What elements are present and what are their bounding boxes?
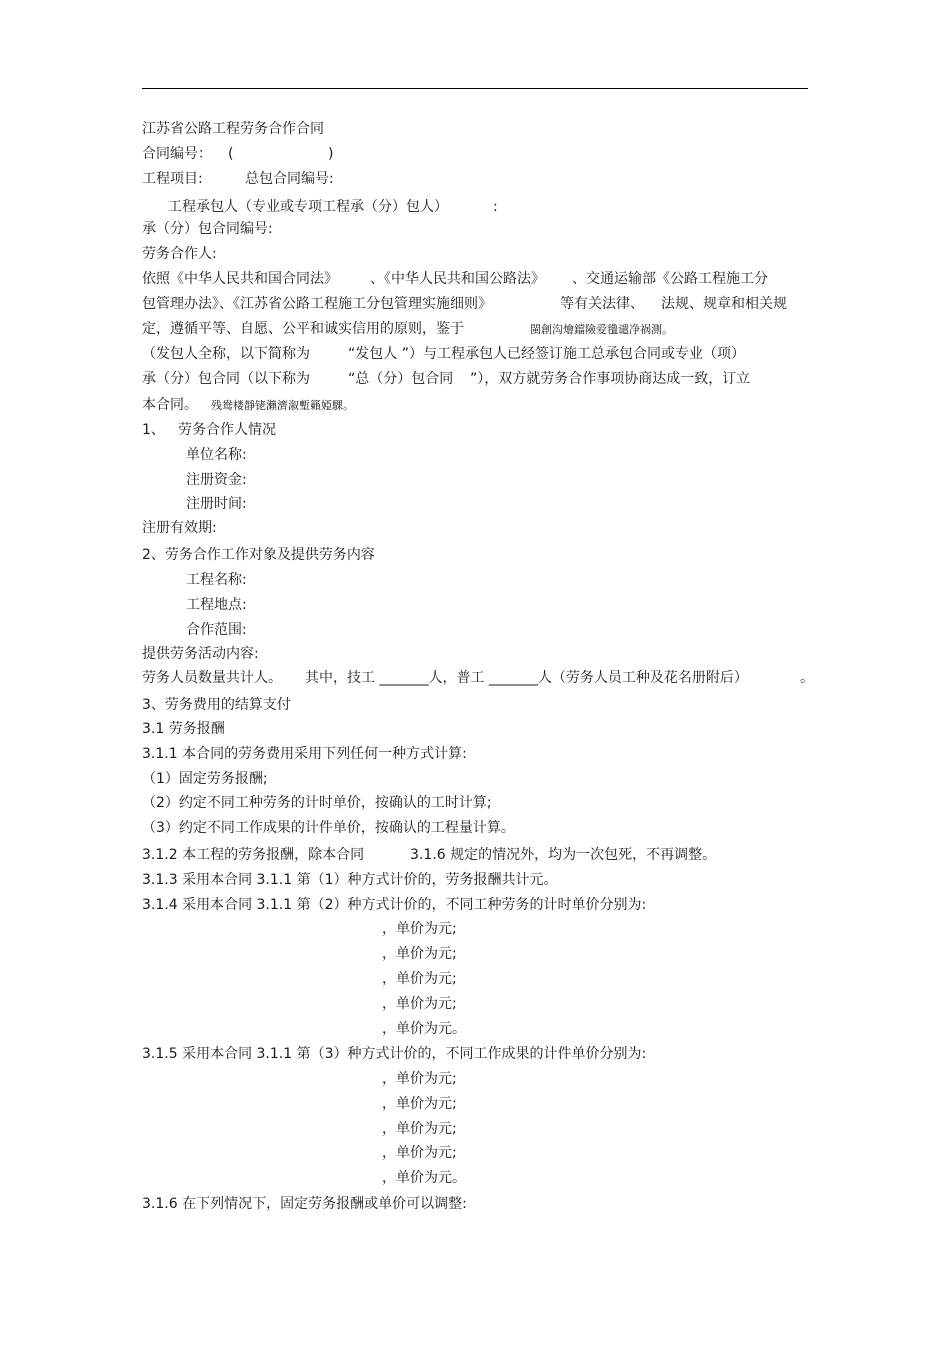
registered-capital-label: 注册资金: <box>186 472 247 488</box>
staff-count-line: 劳务人员数量共计人。 <box>142 670 282 686</box>
section-3-title: 3、劳务费用的结算支付 <box>142 697 291 713</box>
unit-price-item: ，单价为元; <box>382 1096 457 1112</box>
option-item: （1）固定劳务报酬; <box>142 771 268 787</box>
preamble-line: “发包人 ”）与工程承包人已经签订施工总承包合同或专业（项） <box>348 346 745 362</box>
registration-validity-label: 注册有效期: <box>142 520 217 536</box>
cooperation-scope-label: 合作范围: <box>186 622 247 638</box>
labor-partner-label: 劳务合作人: <box>142 246 217 262</box>
contractor-colon: : <box>493 199 498 215</box>
preamble-line: 、《中华人民共和国公路法》 <box>370 271 545 287</box>
preamble-line: 包管理办法》、《江苏省公路工程施工分包管理实施细则》 <box>142 296 492 312</box>
clause-3-1-6: 3.1.6 在下列情况下，固定劳务报酬或单价可以调整: <box>142 1196 467 1212</box>
sub-contract-no-label: 承（分）包合同编号: <box>142 221 273 237</box>
preamble-line: （发包人全称，以下简称为 <box>142 346 310 362</box>
section-1-number: 1、 <box>142 422 165 438</box>
unit-price-item: ，单价为元; <box>382 921 457 937</box>
clause-3-1-2: 3.1.6 规定的情况外，均为一次包死，不再调整。 <box>410 847 717 863</box>
unit-price-item: ，单价为元。 <box>382 1021 466 1037</box>
unit-price-item: ，单价为元; <box>382 1121 457 1137</box>
document-title: 江苏省公路工程劳务合作合同 <box>142 121 324 137</box>
labor-activity-label: 提供劳务活动内容: <box>142 646 259 662</box>
main-contract-no-label: 总包合同编号: <box>245 171 334 187</box>
clause-3-1-2: 3.1.2 本工程的劳务报酬，除本合同 <box>142 847 365 863</box>
clause-3-1-3: 3.1.3 采用本合同 3.1.1 第（1）种方式计价的，劳务报酬共计元。 <box>142 872 558 888</box>
header-rule <box>142 88 808 89</box>
garbled-text: 残鸯楼靜铑瀨濟溆塹籟婭騍。 <box>211 399 354 412</box>
preamble-line: 定，遵循平等、自愿、公平和诚实信用的原则，鉴于 <box>142 321 464 337</box>
option-item: （2）约定不同工种劳务的计时单价，按确认的工时计算; <box>142 795 492 811</box>
preamble-line: 本合同。 <box>142 397 198 413</box>
staff-count-line: 其中，技工 _______人，普工 _______人（劳务人员工种及花名册附后） <box>305 670 748 686</box>
clause-3-1-5: 3.1.5 采用本合同 3.1.1 第（3）种方式计价的，不同工作成果的计件单价分别为: <box>142 1046 647 1062</box>
section-2-title: 2、劳务合作工作对象及提供劳务内容 <box>142 547 375 563</box>
contract-no-label: 合同编号： <box>142 146 212 162</box>
clause-3-1: 3.1 劳务报酬 <box>142 721 225 737</box>
project-label: 工程项目: <box>142 171 203 187</box>
unit-price-item: ，单价为元。 <box>382 1170 466 1186</box>
unit-name-label: 单位名称: <box>186 447 247 463</box>
unit-price-item: ，单价为元; <box>382 996 457 1012</box>
contract-no-close-paren: ) <box>328 146 334 162</box>
preamble-line: “总（分）包合同 <box>348 371 454 387</box>
garbled-text: 閩創沟燴鐺險爱氇谴净祸測。 <box>530 323 673 336</box>
registration-date-label: 注册时间: <box>186 496 247 512</box>
staff-count-line: 。 <box>800 670 814 686</box>
preamble-line: 依照《中华人民共和国合同法》 <box>142 271 338 287</box>
preamble-line: 、交通运输部《公路工程施工分 <box>572 271 768 287</box>
preamble-line: 法规、规章和相关规 <box>661 296 787 312</box>
preamble-line: ”），双方就劳务合作事项协商达成一致，订立 <box>470 371 751 387</box>
preamble-line: 等有关法律、 <box>560 296 644 312</box>
unit-price-item: ，单价为元; <box>382 946 457 962</box>
contractor-label: 工程承包人（专业或专项工程承（分）包人） <box>168 199 448 215</box>
unit-price-item: ，单价为元; <box>382 1145 457 1161</box>
section-1-title: 劳务合作人情况 <box>178 422 276 438</box>
clause-3-1-4: 3.1.4 采用本合同 3.1.1 第（2）种方式计价的，不同工种劳务的计时单价分别为: <box>142 897 647 913</box>
project-location-label: 工程地点: <box>186 597 247 613</box>
project-name-label: 工程名称: <box>186 572 247 588</box>
preamble-line: 承（分）包合同（以下称为 <box>142 371 310 387</box>
unit-price-item: ，单价为元; <box>382 971 457 987</box>
option-item: （3）约定不同工作成果的计件单价，按确认的工程量计算。 <box>142 820 515 836</box>
unit-price-item: ，单价为元; <box>382 1071 457 1087</box>
clause-3-1-1: 3.1.1 本合同的劳务费用采用下列任何一种方式计算: <box>142 746 467 762</box>
contract-no-open-paren: ( <box>228 146 234 162</box>
